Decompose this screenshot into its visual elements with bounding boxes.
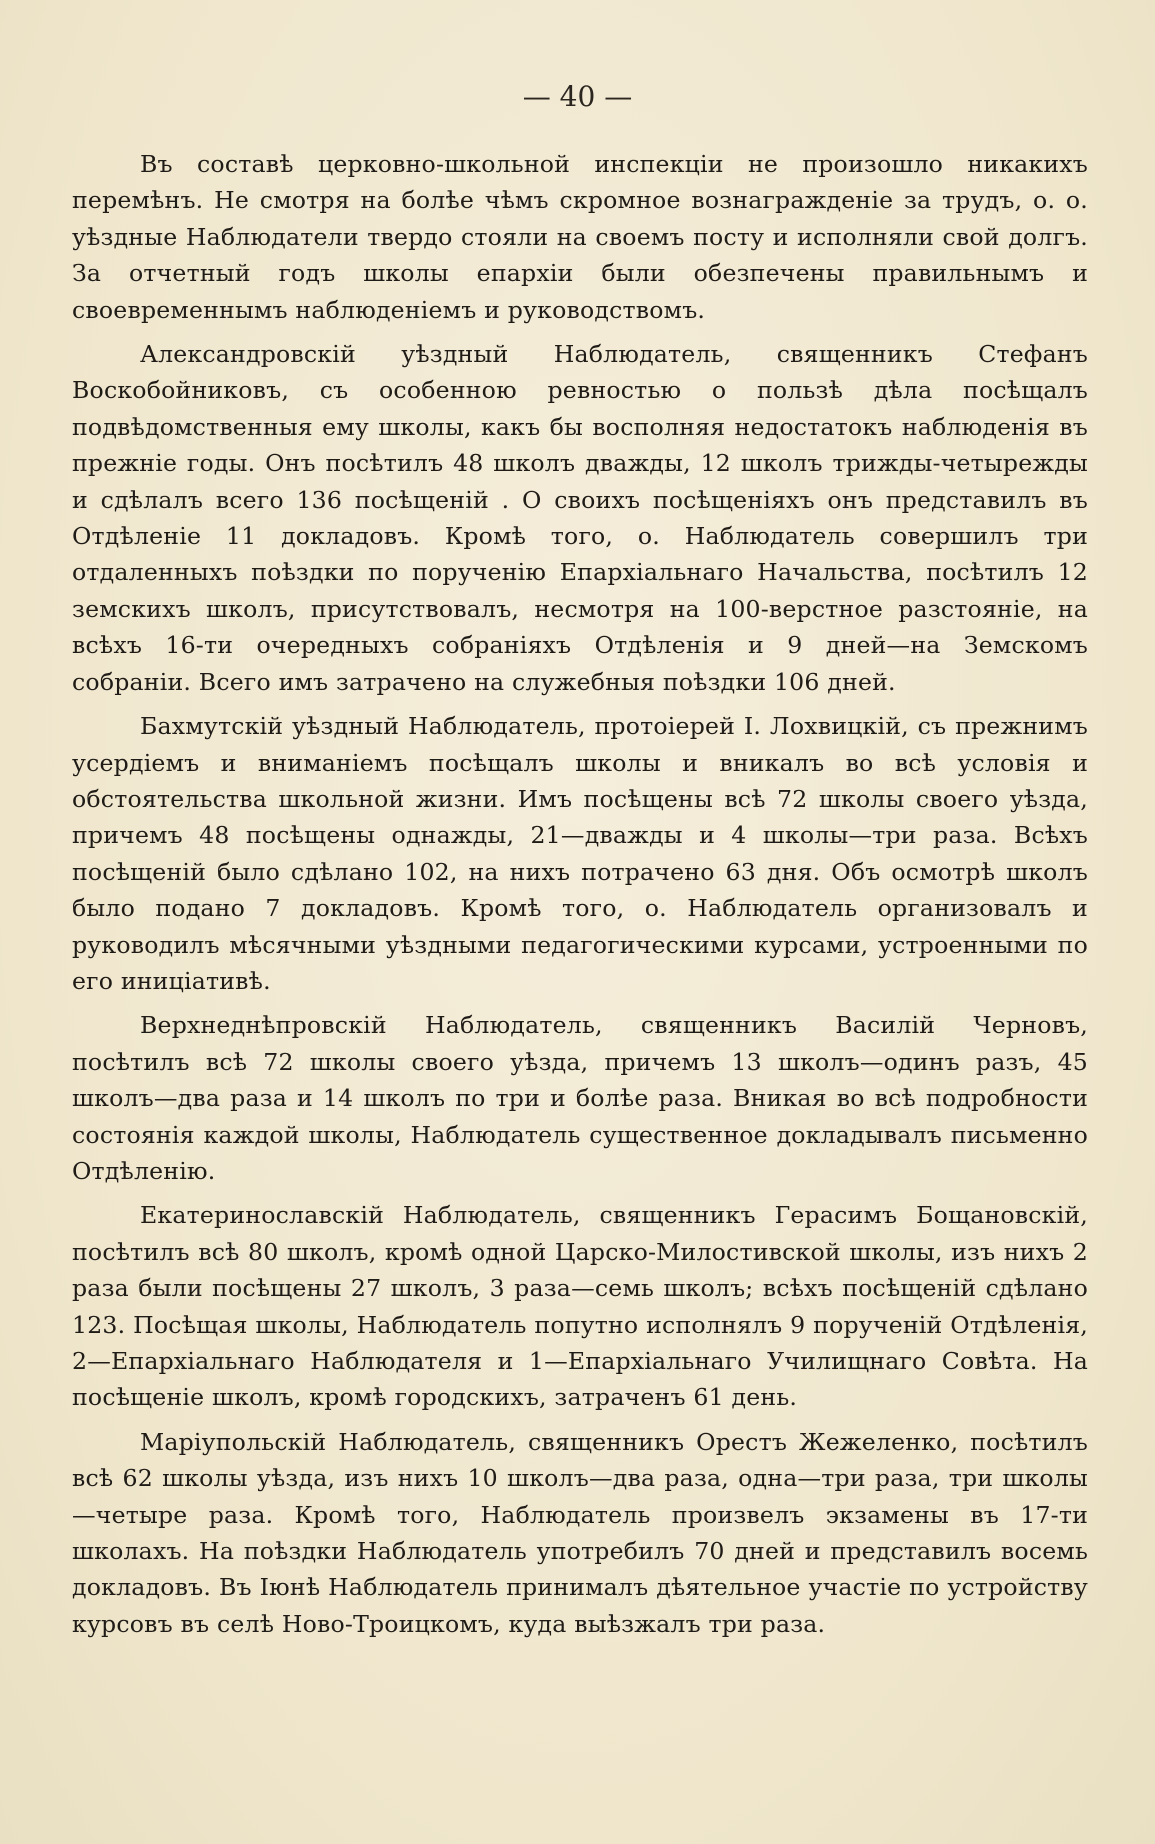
paragraph-ekaterinoslav: Екатеринославскій Наблюдатель, священникъ Герасимъ Бощановскій, посѣтилъ всѣ 80 школъ, кромѣ одной Царско-Милостивской школы, изъ нихъ 2 раза были посѣщены 27 школъ, 3 раза—семь школъ; всѣхъ посѣщеній сдѣлано 123. Посѣщая школы, Наблюдатель попутно исполнялъ 9 порученій Отдѣленія, 2—Епархіальнаго Наблюдателя и 1—Епархіальнаго Училищнаго Совѣта. На посѣщеніе школъ, кромѣ городскихъ, затраченъ 61 день. xyxy=(72,1201,1088,1412)
paragraph-verkhnedneprovsk: Верхнеднѣпровскій Наблюдатель, священникъ Василій Черновъ, посѣтилъ всѣ 72 школы своего уѣзда, причемъ 13 школъ—одинъ разъ, 45 школъ—два раза и 14 школъ по три и болѣе раза. Вникая во всѣ подробности состоянія каждой школы, Наблюдатель существенное докладывалъ письменно Отдѣленію. xyxy=(72,1011,1088,1185)
page-number: — 40 — xyxy=(522,80,633,113)
paragraph-mariupol: Маріупольскій Наблюдатель, священникъ Орестъ Жежеленко, посѣтилъ всѣ 62 школы уѣзда, изъ нихъ 10 школъ—два раза, одна—три раза, три школы—четыре раза. Кромѣ того, Наблюдатель произвелъ экзамены въ 17-ти школахъ. На поѣздки Наблюдатель употребилъ 70 дней и представилъ восемь докладовъ. Въ Іюнѣ Наблюдатель принималъ дѣятельное участіе по устройству курсовъ въ селѣ Ново-Троицкомъ, куда выѣзжалъ три раза. xyxy=(72,1427,1088,1638)
body-text xyxy=(72,146,1088,1642)
paragraph-aleksandrovsk: Александровскій уѣздный Наблюдатель, священникъ Стефанъ Воскобойниковъ, съ особенною ревностью о пользѣ дѣла посѣщалъ подвѣдомственныя ему школы, какъ бы восполняя недостатокъ наблюденія въ прежніе годы. Онъ посѣтилъ 48 школъ дважды, 12 школъ трижды-четырежды и сдѣлалъ всего 136 посѣщеній . О своихъ посѣщеніяхъ онъ представилъ въ Отдѣленіе 11 докладовъ. Кромѣ того, о. Наблюдатель совершилъ три отдаленныхъ поѣздки по порученію Епархіальнаго Начальства, посѣтилъ 12 земскихъ школъ, присутствовалъ, несмотря на 100-верстное разстояніе, на всѣхъ 16-ти очередныхъ собраніяхъ Отдѣленія и 9 дней—на Земскомъ собраніи. Всего имъ затрачено на служебныя поѣздки 106 дней. xyxy=(72,340,1088,696)
paragraph-inspection: Въ составѣ церковно-школьной инспекціи не произошло никакихъ перемѣнъ. Не смотря на болѣе чѣмъ скромное вознагражденіе за трудъ, о. о. уѣздные Наблюдатели твердо стояли на своемъ посту и исполняли свой долгъ. За отчетный годъ школы епархіи были обезпечены правильнымъ и своевременнымъ наблюденіемъ и руководствомъ. xyxy=(72,150,1088,324)
paragraph-bakhmut: Бахмутскій уѣздный Наблюдатель, протоіерей І. Лохвицкій, съ прежнимъ усердіемъ и вниманіемъ посѣщалъ школы и вникалъ во всѣ условія и обстоятельства школьной жизни. Имъ посѣщены всѣ 72 школы своего уѣзда, причемъ 48 посѣщены однажды, 21—дважды и 4 школы—три раза. Всѣхъ посѣщеній было сдѣлано 102, на нихъ потрачено 63 дня. Объ осмотрѣ школъ было подано 7 докладовъ. Кромѣ того, о. Наблюдатель организовалъ и руководилъ мѣсячными уѣздными педагогическими курсами, устроенными по его иниціативѣ. xyxy=(72,712,1088,995)
